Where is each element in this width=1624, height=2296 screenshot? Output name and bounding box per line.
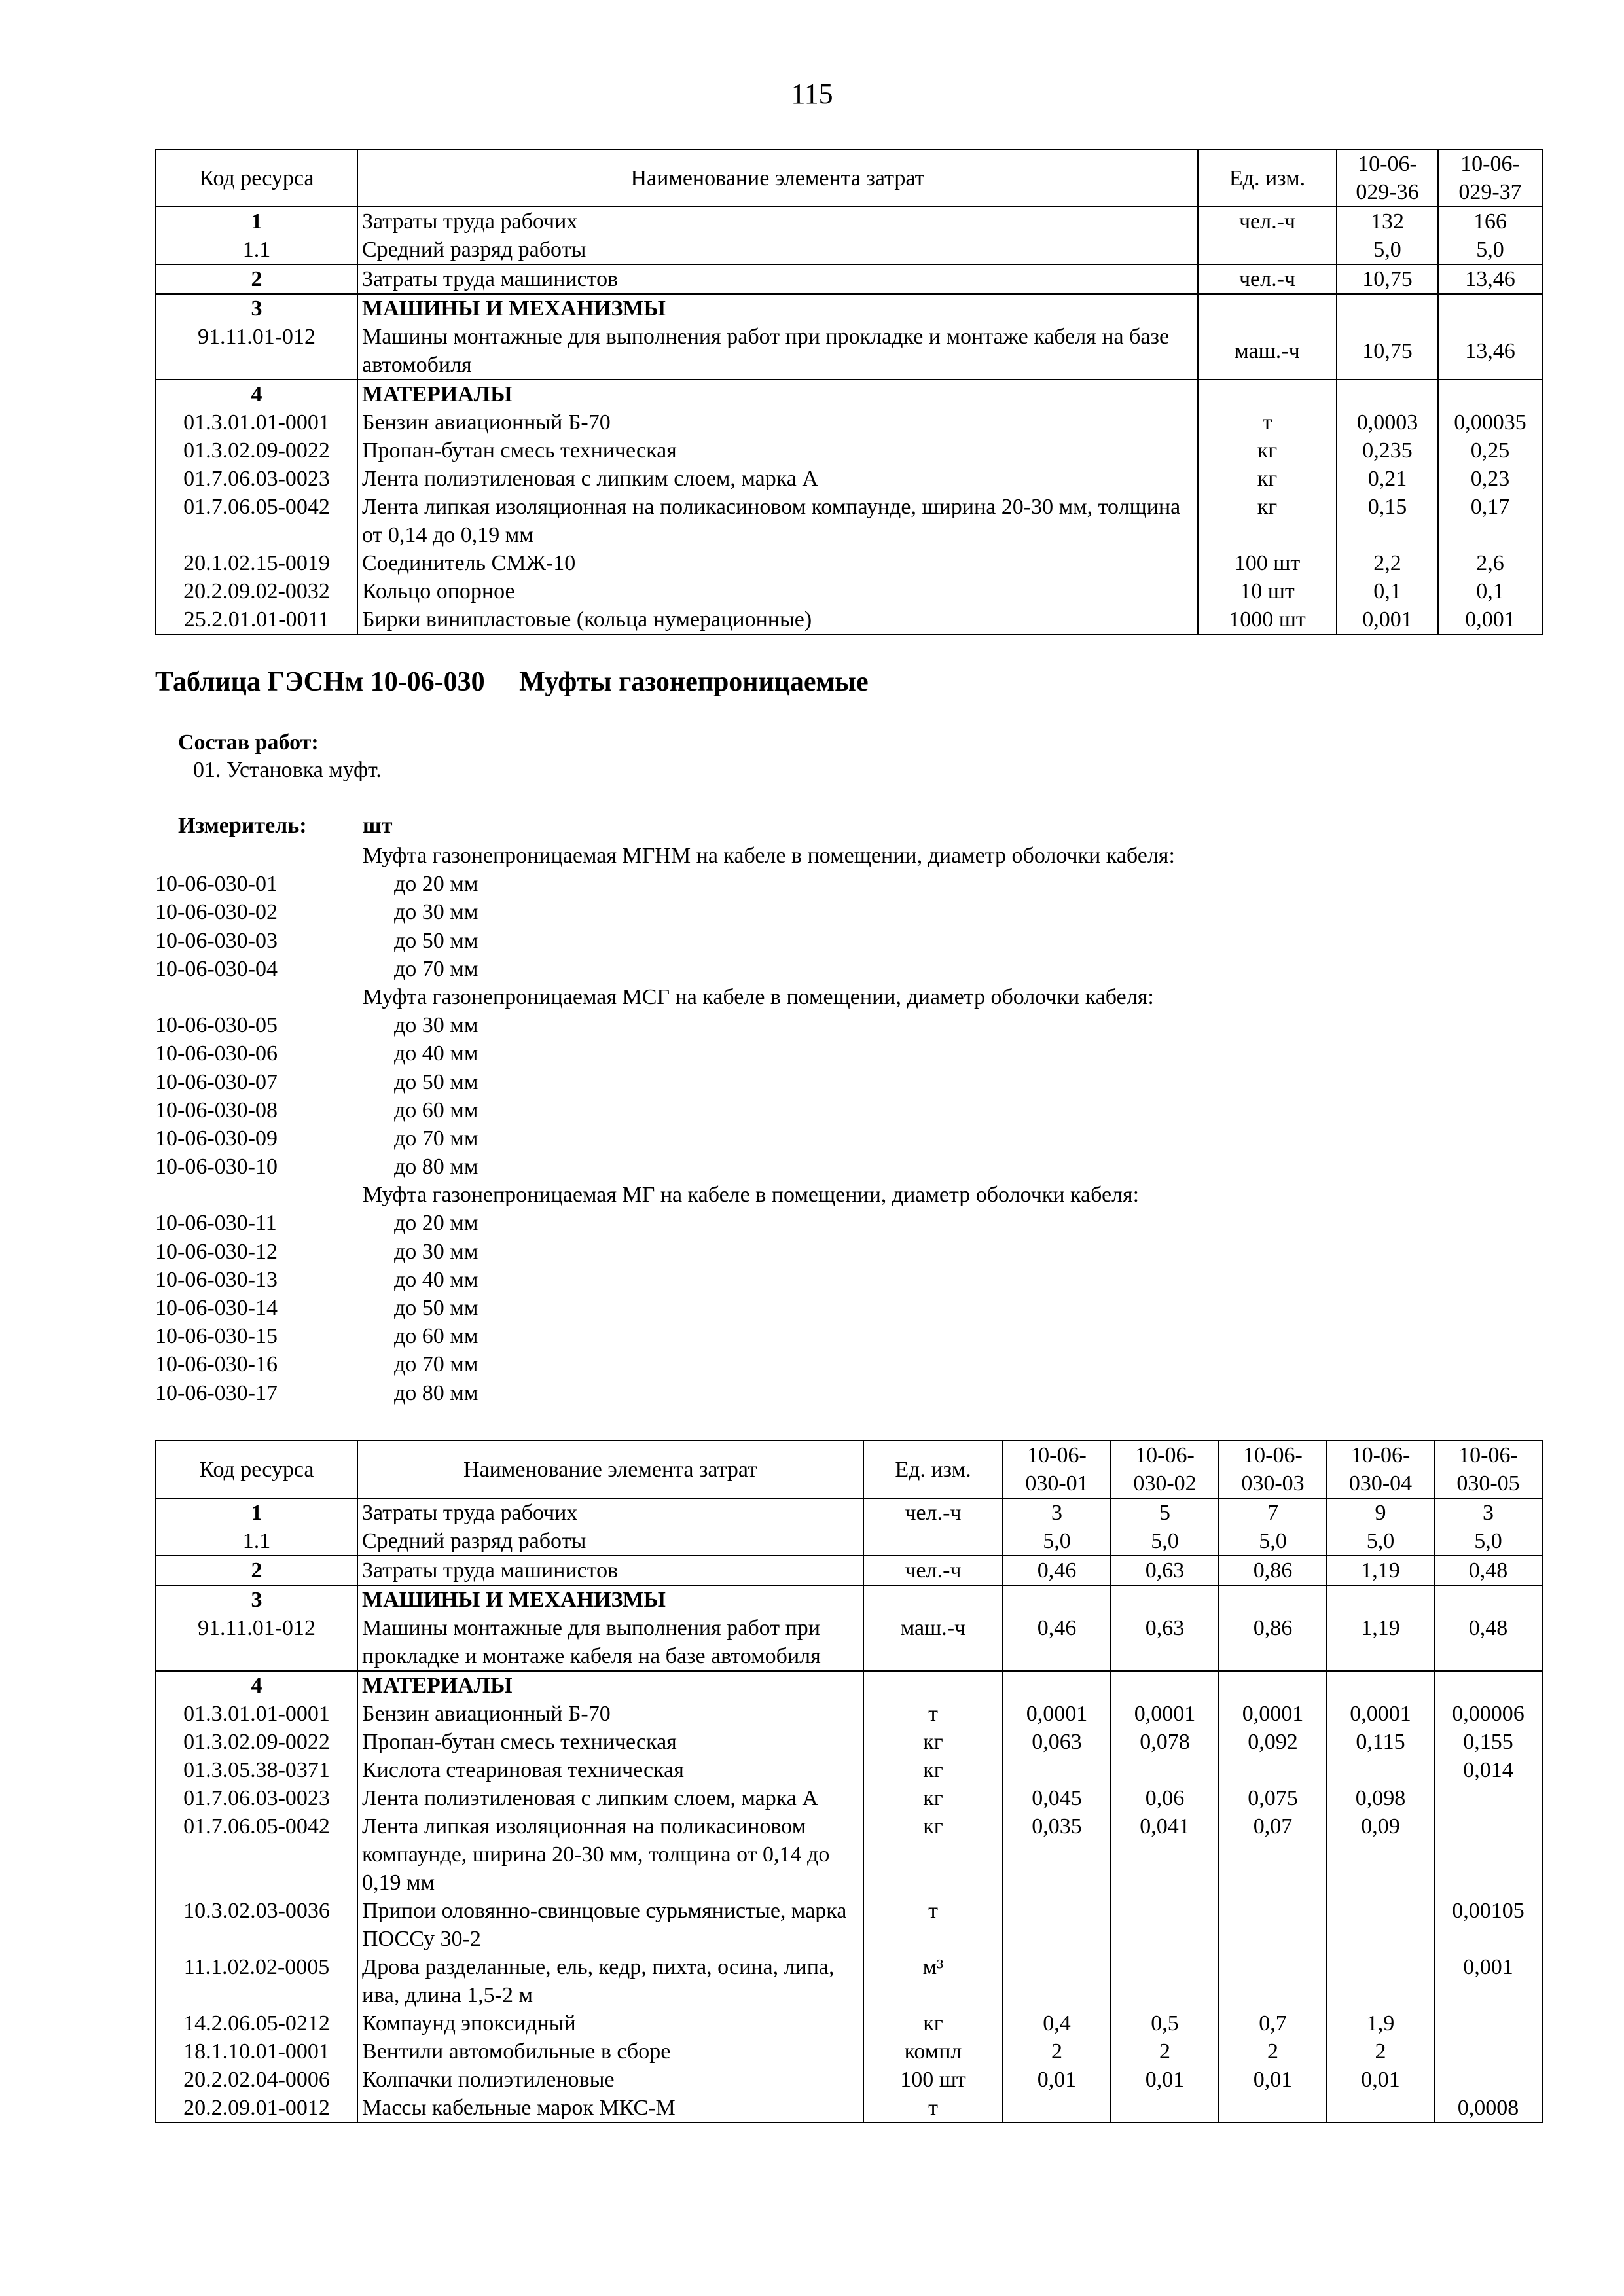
cell-value: 0,48 [1434, 1614, 1542, 1671]
cell-code: 01.7.06.05-0042 [156, 493, 357, 549]
cell-unit [1198, 294, 1337, 323]
cell-unit: кг [863, 1784, 1003, 1812]
resource-table-030 [155, 1440, 1543, 2123]
table-row [156, 1728, 1542, 1756]
cell-value [1438, 380, 1542, 408]
cell-code: 25.2.01.01-0011 [156, 605, 357, 634]
cell-code: 91.11.01-012 [156, 1614, 357, 1671]
measure-code: 10-06-030-16 [155, 1352, 278, 1377]
cell-value: 0,01 [1003, 2066, 1111, 2094]
cell-code: 91.11.01-012 [156, 323, 357, 380]
cell-value [1003, 1756, 1111, 1784]
cell-value: 0,0001 [1111, 1700, 1219, 1728]
cell-name: Дрова разделанные, ель, кедр, пихта, осина, липа, ива, длина 1,5-2 м [357, 1953, 863, 2009]
cell-value [1438, 294, 1542, 323]
cell-code: 01.3.05.38-0371 [156, 1756, 357, 1784]
cell-value: 0,46 [1003, 1614, 1111, 1671]
cell-unit: чел.-ч [1198, 207, 1337, 236]
cell-unit: кг [863, 1756, 1003, 1784]
table-row [156, 549, 1542, 577]
cell-value: 0,0003 [1337, 408, 1438, 437]
cell-name: Средний разряд работы [357, 1527, 863, 1556]
table-row [156, 380, 1542, 408]
cell-name: Массы кабельные марок МКС-М [357, 2094, 863, 2123]
cell-name: МАТЕРИАЛЫ [357, 380, 1198, 408]
cell-code: 01.7.06.03-0023 [156, 465, 357, 493]
header-unit: Ед. изм. [1198, 149, 1337, 207]
cell-value: 0,078 [1111, 1728, 1219, 1756]
measure-text: до 50 мм [394, 928, 478, 953]
cell-code: 3 [156, 1585, 357, 1614]
section-title-code: Таблица ГЭСНм 10-06-030 [155, 667, 485, 697]
cell-value [1219, 2094, 1327, 2123]
table-row [156, 1527, 1542, 1556]
table-row [156, 2094, 1542, 2123]
cell-value: 13,46 [1438, 323, 1542, 380]
cell-unit: кг [1198, 465, 1337, 493]
cell-value: 0,09 [1327, 1812, 1434, 1897]
cell-value [1434, 2009, 1542, 2037]
cell-value [1111, 1671, 1219, 1700]
measure-text: до 30 мм [394, 900, 478, 925]
cell-code: 2 [156, 264, 357, 294]
cell-value [1434, 1585, 1542, 1614]
cell-value: 0,155 [1434, 1728, 1542, 1756]
cell-value [1327, 1756, 1434, 1784]
section-title-name: Муфты газонепроницаемые [519, 667, 869, 697]
cell-code: 1 [156, 207, 357, 236]
cell-value: 9 [1327, 1498, 1434, 1527]
work-composition-item: 01. Установка муфт. [193, 758, 382, 782]
cell-value [1337, 294, 1438, 323]
cell-code: 01.3.02.09-0022 [156, 437, 357, 465]
cell-code: 11.1.02.02-0005 [156, 1953, 357, 2009]
cell-value: 5,0 [1337, 236, 1438, 264]
cell-value: 5,0 [1111, 1527, 1219, 1556]
cell-value [1219, 1897, 1327, 1953]
cell-value: 0,00035 [1438, 408, 1542, 437]
cell-name: Машины монтажные для выполнения работ при прокладке и монтаже кабеля на базе автомобиля [357, 1614, 863, 1671]
cell-value: 0,63 [1111, 1556, 1219, 1585]
table-row [156, 2037, 1542, 2066]
cell-value: 10,75 [1337, 264, 1438, 294]
cell-value: 0,01 [1111, 2066, 1219, 2094]
cell-unit [1198, 236, 1337, 264]
cell-unit: чел.-ч [863, 1556, 1003, 1585]
table-row [156, 1812, 1542, 1897]
measure-code: 10-06-030-04 [155, 956, 278, 981]
measure-text: до 70 мм [394, 1352, 478, 1377]
cell-value: 5,0 [1219, 1527, 1327, 1556]
cell-value [1434, 1812, 1542, 1897]
cell-unit: чел.-ч [863, 1498, 1003, 1527]
cell-value: 0,0001 [1327, 1700, 1434, 1728]
cell-value: 2,2 [1337, 549, 1438, 577]
cell-unit: чел.-ч [1198, 264, 1337, 294]
cell-unit [863, 1527, 1003, 1556]
cell-value: 0,041 [1111, 1812, 1219, 1897]
cell-name: Лента липкая изоляционная на поликасиновом компаунде, ширина 20-30 мм, толщина от 0,14 до 0,19 мм [357, 493, 1198, 549]
table-row [156, 236, 1542, 264]
cell-value: 2,6 [1438, 549, 1542, 577]
cell-name: Бензин авиационный Б-70 [357, 1700, 863, 1728]
header-unit: Ед. изм. [863, 1441, 1003, 1498]
cell-code: 3 [156, 294, 357, 323]
measure-code: 10-06-030-01 [155, 872, 278, 897]
page-number: 115 [791, 78, 833, 110]
table-row [156, 577, 1542, 605]
cell-value: 0,4 [1003, 2009, 1111, 2037]
resource-table-029 [155, 149, 1543, 635]
table-row [156, 1700, 1542, 1728]
cell-name: Колпачки полиэтиленовые [357, 2066, 863, 2094]
header-norm-col: 10-06-030-05 [1434, 1441, 1542, 1498]
cell-value: 13,46 [1438, 264, 1542, 294]
cell-unit [863, 1585, 1003, 1614]
cell-value [1111, 1585, 1219, 1614]
cell-value [1219, 1953, 1327, 2009]
cell-value [1434, 2066, 1542, 2094]
cell-name: Соединитель СМЖ-10 [357, 549, 1198, 577]
table-row [156, 1614, 1542, 1671]
cell-value [1327, 1953, 1434, 2009]
cell-value [1337, 380, 1438, 408]
cell-unit: м³ [863, 1953, 1003, 2009]
cell-name: Затраты труда машинистов [357, 1556, 863, 1585]
cell-name: Лента полиэтиленовая с липким слоем, марка А [357, 1784, 863, 1812]
cell-value: 2 [1327, 2037, 1434, 2066]
cell-name: МАТЕРИАЛЫ [357, 1671, 863, 1700]
table-row [156, 465, 1542, 493]
cell-value [1003, 1671, 1111, 1700]
cell-value [1003, 1953, 1111, 2009]
table-row [156, 1498, 1542, 1527]
cell-value: 0,23 [1438, 465, 1542, 493]
cell-value: 0,1 [1337, 577, 1438, 605]
cell-code: 01.3.01.01-0001 [156, 408, 357, 437]
cell-value: 5,0 [1438, 236, 1542, 264]
cell-value: 0,0008 [1434, 2094, 1542, 2123]
cell-value: 0,01 [1327, 2066, 1434, 2094]
cell-code: 20.2.09.01-0012 [156, 2094, 357, 2123]
cell-value: 1,9 [1327, 2009, 1434, 2037]
table-row [156, 408, 1542, 437]
table-header-row [156, 149, 1542, 207]
section-title [155, 666, 869, 698]
cell-value: 0,07 [1219, 1812, 1327, 1897]
cell-value: 2 [1219, 2037, 1327, 2066]
cell-code: 20.1.02.15-0019 [156, 549, 357, 577]
measure-text: до 40 мм [394, 1041, 478, 1066]
cell-value: 5,0 [1434, 1527, 1542, 1556]
cell-unit: кг [863, 1728, 1003, 1756]
cell-value: 0,15 [1337, 493, 1438, 549]
cell-unit: кг [863, 2009, 1003, 2037]
cell-name: МАШИНЫ И МЕХАНИЗМЫ [357, 1585, 863, 1614]
cell-value [1434, 1671, 1542, 1700]
measure-code: 10-06-030-10 [155, 1155, 278, 1179]
table-row [156, 323, 1542, 380]
cell-value [1003, 1897, 1111, 1953]
cell-code: 18.1.10.01-0001 [156, 2037, 357, 2066]
cell-code: 01.7.06.03-0023 [156, 1784, 357, 1812]
cell-value: 0,001 [1434, 1953, 1542, 2009]
cell-value [1219, 1585, 1327, 1614]
cell-value: 0,7 [1219, 2009, 1327, 2037]
cell-value: 5,0 [1327, 1527, 1434, 1556]
cell-value: 132 [1337, 207, 1438, 236]
table-row [156, 1953, 1542, 2009]
cell-value: 0,063 [1003, 1728, 1111, 1756]
measure-code: 10-06-030-03 [155, 928, 278, 953]
cell-value: 5,0 [1003, 1527, 1111, 1556]
cell-value: 0,001 [1438, 605, 1542, 634]
cell-value: 0,00006 [1434, 1700, 1542, 1728]
table-row [156, 1671, 1542, 1700]
cell-value: 0,235 [1337, 437, 1438, 465]
measure-code: 10-06-030-17 [155, 1380, 278, 1405]
table-row [156, 1556, 1542, 1585]
table-row [156, 2009, 1542, 2037]
cell-name: Лента полиэтиленовая с липким слоем, марка А [357, 465, 1198, 493]
cell-name: Кольцо опорное [357, 577, 1198, 605]
measure-text: до 80 мм [394, 1380, 478, 1405]
table-row [156, 294, 1542, 323]
measure-text: до 50 мм [394, 1069, 478, 1094]
table-header-row [156, 1441, 1542, 1498]
measure-text: до 30 мм [394, 1239, 478, 1264]
cell-unit [1198, 380, 1337, 408]
table-row [156, 1784, 1542, 1812]
cell-value [1111, 1756, 1219, 1784]
cell-value: 0,5 [1111, 2009, 1219, 2037]
cell-value: 0,86 [1219, 1614, 1327, 1671]
header-norm-col: 10-06-029-37 [1438, 149, 1542, 207]
cell-unit: т [863, 2094, 1003, 2123]
measure-code: 10-06-030-14 [155, 1296, 278, 1320]
measure-text: до 70 мм [394, 956, 478, 981]
cell-value: 0,092 [1219, 1728, 1327, 1756]
cell-value: 0,045 [1003, 1784, 1111, 1812]
measure-text: до 20 мм [394, 1211, 478, 1236]
cell-value: 1,19 [1327, 1614, 1434, 1671]
measure-code: 10-06-030-07 [155, 1069, 278, 1094]
cell-code: 14.2.06.05-0212 [156, 2009, 357, 2037]
cell-value: 3 [1434, 1498, 1542, 1527]
cell-value: 0,075 [1219, 1784, 1327, 1812]
measure-text: до 60 мм [394, 1324, 478, 1349]
cell-value [1327, 1585, 1434, 1614]
cell-value: 1,19 [1327, 1556, 1434, 1585]
cell-name: Средний разряд работы [357, 236, 1198, 264]
header-norm-col: 10-06-030-03 [1219, 1441, 1327, 1498]
cell-unit: кг [863, 1812, 1003, 1897]
cell-value: 10,75 [1337, 323, 1438, 380]
cell-value: 0,0001 [1219, 1700, 1327, 1728]
cell-value [1434, 2037, 1542, 2066]
cell-value [1434, 1784, 1542, 1812]
cell-value [1327, 1671, 1434, 1700]
cell-unit: 1000 шт [1198, 605, 1337, 634]
cell-value [1219, 1756, 1327, 1784]
cell-code: 20.2.02.04-0006 [156, 2066, 357, 2094]
cell-value [1219, 1671, 1327, 1700]
cell-code: 01.3.02.09-0022 [156, 1728, 357, 1756]
cell-value: 0,25 [1438, 437, 1542, 465]
cell-name: Кислота стеариновая техническая [357, 1756, 863, 1784]
cell-value: 0,098 [1327, 1784, 1434, 1812]
table-row [156, 493, 1542, 549]
cell-unit: маш.-ч [863, 1614, 1003, 1671]
measure-code: 10-06-030-05 [155, 1013, 278, 1038]
cell-name: Компаунд эпоксидный [357, 2009, 863, 2037]
header-code: Код ресурса [156, 1441, 357, 1498]
measure-text: до 80 мм [394, 1155, 478, 1179]
table-row [156, 437, 1542, 465]
cell-value: 0,001 [1337, 605, 1438, 634]
header-code: Код ресурса [156, 149, 357, 207]
measure-group-text: Муфта газонепроницаемая МСГ на кабеле в помещении, диаметр оболочки кабеля: [363, 984, 1154, 1009]
cell-value: 3 [1003, 1498, 1111, 1527]
cell-name: Лента липкая изоляционная на поликасиновом компаунде, ширина 20-30 мм, толщина от 0,14 до 0,19 мм [357, 1812, 863, 1897]
cell-name: Бензин авиационный Б-70 [357, 408, 1198, 437]
header-name: Наименование элемента затрат [357, 1441, 863, 1498]
measure-group-text: Муфта газонепроницаемая МГНМ на кабеле в помещении, диаметр оболочки кабеля: [363, 844, 1175, 868]
cell-name: Пропан-бутан смесь техническая [357, 437, 1198, 465]
cell-value: 0,86 [1219, 1556, 1327, 1585]
measure-text: до 20 мм [394, 872, 478, 897]
cell-name: Затраты труда машинистов [357, 264, 1198, 294]
cell-unit: т [863, 1700, 1003, 1728]
cell-unit: компл [863, 2037, 1003, 2066]
cell-code: 01.3.01.01-0001 [156, 1700, 357, 1728]
cell-name: Припои оловянно-свинцовые сурьмянистые, марка ПОССу 30-2 [357, 1897, 863, 1953]
cell-code: 1.1 [156, 236, 357, 264]
measure-code: 10-06-030-12 [155, 1239, 278, 1264]
measure-text: до 30 мм [394, 1013, 478, 1038]
measure-text: до 40 мм [394, 1267, 478, 1292]
cell-name: Бирки винипластовые (кольца нумерационные) [357, 605, 1198, 634]
cell-value [1003, 1585, 1111, 1614]
header-norm-col: 10-06-030-04 [1327, 1441, 1434, 1498]
cell-value: 2 [1003, 2037, 1111, 2066]
cell-value [1327, 1897, 1434, 1953]
cell-code: 4 [156, 380, 357, 408]
table-row [156, 207, 1542, 236]
measure-group-text: Муфта газонепроницаемая МГ на кабеле в помещении, диаметр оболочки кабеля: [363, 1183, 1140, 1208]
table-row [156, 1756, 1542, 1784]
cell-value: 0,0001 [1003, 1700, 1111, 1728]
cell-value: 0,00105 [1434, 1897, 1542, 1953]
cell-value: 0,115 [1327, 1728, 1434, 1756]
measure-code: 10-06-030-15 [155, 1324, 278, 1349]
cell-name: МАШИНЫ И МЕХАНИЗМЫ [357, 294, 1198, 323]
cell-value: 0,46 [1003, 1556, 1111, 1585]
cell-code: 2 [156, 1556, 357, 1585]
cell-unit: кг [1198, 437, 1337, 465]
cell-code: 1 [156, 1498, 357, 1527]
cell-unit: маш.-ч [1198, 323, 1337, 380]
cell-code: 01.7.06.05-0042 [156, 1812, 357, 1897]
table-row [156, 264, 1542, 294]
cell-code: 20.2.09.02-0032 [156, 577, 357, 605]
measure-code: 10-06-030-11 [155, 1211, 277, 1236]
cell-name: Вентили автомобильные в сборе [357, 2037, 863, 2066]
header-norm-col: 10-06-030-01 [1003, 1441, 1111, 1498]
cell-code: 4 [156, 1671, 357, 1700]
cell-unit: 100 шт [863, 2066, 1003, 2094]
measure-unit: шт [363, 814, 393, 838]
cell-value: 0,014 [1434, 1756, 1542, 1784]
cell-code: 10.3.02.03-0036 [156, 1897, 357, 1953]
header-norm-col: 10-06-030-02 [1111, 1441, 1219, 1498]
cell-unit: т [863, 1897, 1003, 1953]
cell-value: 166 [1438, 207, 1542, 236]
cell-name: Машины монтажные для выполнения работ при прокладке и монтаже кабеля на базе автомобиля [357, 323, 1198, 380]
measure-text: до 70 мм [394, 1126, 478, 1151]
cell-value: 2 [1111, 2037, 1219, 2066]
measure-text: до 60 мм [394, 1098, 478, 1122]
cell-name: Пропан-бутан смесь техническая [357, 1728, 863, 1756]
cell-value: 0,06 [1111, 1784, 1219, 1812]
measure-text: до 50 мм [394, 1296, 478, 1320]
cell-value [1111, 2094, 1219, 2123]
table-row [156, 605, 1542, 634]
cell-value: 0,1 [1438, 577, 1542, 605]
header-norm-col: 10-06-029-36 [1337, 149, 1438, 207]
cell-value: 0,01 [1219, 2066, 1327, 2094]
cell-value: 0,17 [1438, 493, 1542, 549]
header-name: Наименование элемента затрат [357, 149, 1198, 207]
work-composition-label: Состав работ: [178, 730, 319, 755]
table-row [156, 1585, 1542, 1614]
cell-value [1327, 2094, 1434, 2123]
measure-code: 10-06-030-09 [155, 1126, 278, 1151]
measure-code: 10-06-030-13 [155, 1267, 278, 1292]
cell-value: 0,63 [1111, 1614, 1219, 1671]
measure-code: 10-06-030-08 [155, 1098, 278, 1122]
cell-value: 5 [1111, 1498, 1219, 1527]
cell-unit [863, 1671, 1003, 1700]
cell-value: 0,48 [1434, 1556, 1542, 1585]
cell-code: 1.1 [156, 1527, 357, 1556]
cell-unit: 100 шт [1198, 549, 1337, 577]
table-row [156, 2066, 1542, 2094]
measure-code: 10-06-030-02 [155, 900, 278, 925]
measure-label: Измеритель: [178, 814, 307, 838]
cell-unit: кг [1198, 493, 1337, 549]
cell-name: Затраты труда рабочих [357, 207, 1198, 236]
cell-value: 7 [1219, 1498, 1327, 1527]
cell-value [1003, 2094, 1111, 2123]
cell-name: Затраты труда рабочих [357, 1498, 863, 1527]
table-row [156, 1897, 1542, 1953]
cell-value [1111, 1897, 1219, 1953]
cell-unit: т [1198, 408, 1337, 437]
cell-value: 0,035 [1003, 1812, 1111, 1897]
cell-unit: 10 шт [1198, 577, 1337, 605]
cell-value: 0,21 [1337, 465, 1438, 493]
measure-code: 10-06-030-06 [155, 1041, 278, 1066]
cell-value [1111, 1953, 1219, 2009]
